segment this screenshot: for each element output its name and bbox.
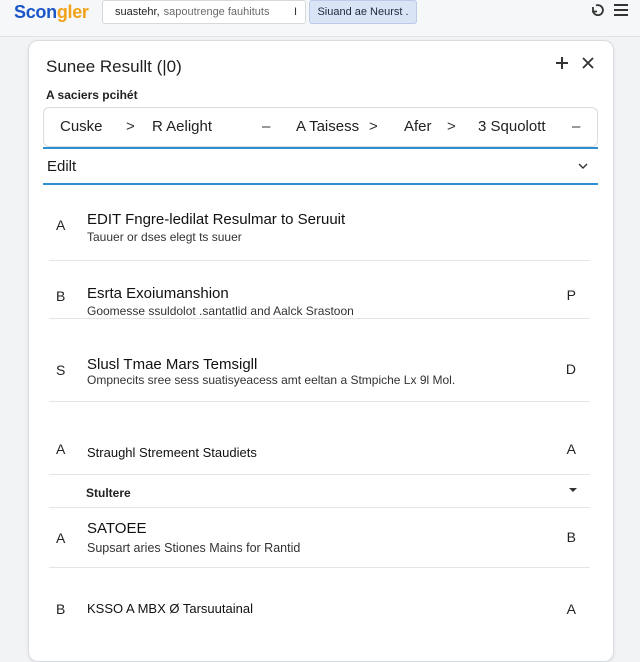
step-1[interactable]: Cuske: [60, 118, 103, 135]
step-4[interactable]: Afer: [404, 118, 432, 135]
search-query-suffix: sapoutrenge fauhituts: [163, 6, 270, 18]
row-end-marker: P: [566, 287, 576, 303]
row-marker: A: [56, 530, 66, 546]
collapse-caret-icon[interactable]: [569, 484, 577, 496]
logo-text-part1: Scon: [14, 2, 57, 22]
divider: [49, 318, 590, 319]
sync-icon-glyph: [590, 2, 606, 18]
step-separator: –: [262, 118, 271, 135]
list-item[interactable]: [49, 517, 590, 565]
row-subtitle: Ompnecits sree sess suatisyeacess amt eeltan a Stmpiche Lx 9l Mol.: [87, 373, 456, 387]
row-marker: A: [56, 217, 66, 233]
group-subheading: Stultere: [86, 486, 131, 500]
close-icon-glyph: [582, 57, 594, 69]
row-title: Esrta Exoiumanshion: [87, 285, 229, 302]
list-item[interactable]: [49, 203, 590, 263]
divider: [49, 507, 590, 508]
row-marker: S: [56, 362, 66, 378]
results-panel: [28, 40, 614, 662]
row-marker: B: [56, 601, 66, 617]
list-item[interactable]: [49, 597, 590, 631]
list-item[interactable]: [49, 277, 590, 321]
add-icon-glyph: [556, 57, 568, 69]
row-title: SATOEE: [87, 520, 147, 537]
row-end-marker: B: [566, 529, 576, 545]
step-separator: >: [447, 118, 456, 135]
logo-text-part2: gler: [56, 2, 89, 22]
menu-icon[interactable]: [611, 2, 631, 22]
list-item[interactable]: [49, 351, 590, 395]
edit-select-label: Edilt: [47, 158, 77, 175]
divider: [49, 260, 590, 261]
row-subtitle: Tauuer or dses elegt ts suuer: [87, 230, 242, 244]
sync-icon[interactable]: [588, 2, 608, 22]
step-3[interactable]: A Taisess: [296, 118, 360, 135]
search-input[interactable]: [102, 0, 306, 24]
divider: [49, 401, 590, 402]
panel-title: Sunee Resullt (|0): [46, 57, 182, 76]
text-cursor: I: [293, 6, 297, 18]
row-end-marker: A: [566, 441, 576, 457]
edit-select[interactable]: [43, 147, 598, 185]
row-title: EDIT Fngre-ledilat Resulmar to Seruuit: [87, 211, 346, 228]
search-query-text: suastehr,: [115, 6, 160, 18]
step-breadcrumb: [43, 107, 598, 147]
menu-icon-glyph: [614, 4, 628, 16]
section-label: A saciers pcihét: [46, 88, 138, 102]
divider: [49, 474, 590, 475]
search-scope-pill[interactable]: Siuand ae Neurst .: [309, 0, 417, 24]
row-subtitle: Supsart aries Stiones Mains for Rantid: [87, 541, 301, 555]
add-icon[interactable]: [552, 55, 572, 75]
row-end-marker: D: [565, 361, 576, 377]
list-item[interactable]: [49, 435, 590, 475]
step-separator: –: [572, 118, 581, 135]
row-subtitle: Goomesse ssuldolot .santatlid and Aalck Srastoon: [87, 304, 354, 318]
row-marker: B: [56, 288, 66, 304]
close-icon[interactable]: [578, 55, 598, 75]
top-bar: [0, 0, 640, 37]
row-marker: A: [56, 441, 66, 457]
chevron-down-icon: [578, 158, 588, 173]
row-title: Slusl Tmae Mars Temsigll: [87, 356, 258, 373]
app-logo[interactable]: [14, 2, 89, 23]
step-2[interactable]: R Aelight: [152, 118, 213, 135]
step-separator: >: [126, 118, 135, 135]
row-title: Straughl Stremeent Staudiets: [87, 445, 257, 460]
row-title: KSSO A MBX Ø Tarsuutainal: [87, 601, 253, 616]
step-separator: >: [369, 118, 378, 135]
divider: [49, 567, 590, 568]
row-end-marker: A: [566, 601, 576, 617]
step-5[interactable]: 3 Squolott: [478, 118, 546, 135]
